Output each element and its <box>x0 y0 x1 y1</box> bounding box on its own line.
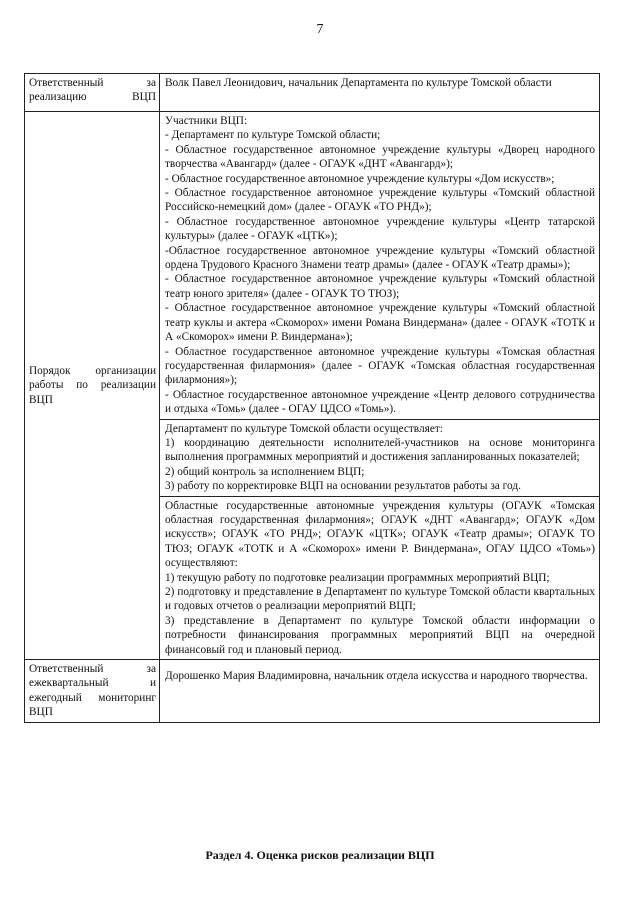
monitoring-value-cell <box>160 660 600 723</box>
department-cell <box>160 419 600 496</box>
program-info-table <box>24 73 600 723</box>
page-number: 7 <box>316 22 324 37</box>
participants-cell <box>160 112 600 420</box>
participant-item: - Областное государственное автономное учреждение культуры «Томская областная государственная филармония» (далее - ОГАУК «Томская областная государственная филармония»); <box>165 345 595 387</box>
participant-item: - Областное государственное автономное учреждение культуры «Дом искусств»; <box>165 172 555 185</box>
participant-item: -Областное государственное автономное учреждение культуры «Томский областной ордена Трудового Красного Знамени театр драмы» (далее - ОГАУК «Театр драмы»); <box>165 244 595 272</box>
responsible-label: Ответственный за реализацию ВЦП <box>29 77 156 104</box>
organization-label: Порядок организации работы по реализации ВЦП <box>29 364 156 406</box>
participant-item: - Областное государственное автономное учреждение культуры «Дворец народного творчества «Авангард» (далее - ОГАУК «ДНТ «Авангард»); <box>165 143 595 171</box>
participant-item: - Областное государственное автономное учреждение культуры «Центр татарской культуры» (далее - ОГАУК «ЦТК»); <box>165 215 595 243</box>
responsible-value: Волк Павел Леонидович, начальник Департамента по культуре Томской области <box>165 77 552 89</box>
department-item: 1) координацию деятельности исполнителей-участников на основе мониторинга выполнения программных мероприятий и достижения запланированных показателей; <box>165 436 595 464</box>
organization-label-cell <box>25 112 160 660</box>
institutions-cell <box>160 496 600 659</box>
institutions-item: 3) представление в Департамент по культуре Томской области информации о потребности финансирования программных мероприятий ВЦП на очередной финансовый год и плановый период. <box>165 614 595 656</box>
department-item: 2) общий контроль за исполнением ВЦП; <box>165 465 365 478</box>
table-row-monitoring <box>25 660 600 723</box>
table-row-responsible <box>25 74 600 112</box>
department-title: Департамент по культуре Томской области осуществляет: <box>165 422 443 435</box>
participant-item: - Областное государственное автономное учреждение культуры «Томский областной театр юного зрителя» (далее - ОГАУК ТО ТЮЗ); <box>165 273 595 300</box>
institutions-item: 1) текущую работу по подготовке реализации программных мероприятий ВЦП; <box>165 571 550 584</box>
participants-title: Участники ВЦП: <box>165 115 248 127</box>
responsible-label-cell <box>25 74 160 112</box>
participant-item: - Областное государственное автономное учреждение «Центр делового сотрудничества и отдыха «Томь» (далее - ОГАУ ЦДСО «Томь»). <box>165 388 595 416</box>
participant-item: - Областное государственное автономное учреждение культуры «Томский областной Российско-немецкий дом» (далее - ОГАУК «ТО РНД»); <box>165 187 595 214</box>
monitoring-value: Дорошенко Мария Владимировна, начальник отдела искусства и народного творчества. <box>165 670 588 683</box>
participant-item: - Областное государственное автономное учреждение культуры «Томский областной театр куклы и актера «Скоморох» имени Романа Виндермана» (далее - ОГАУК «ТОТК и А «Скоморох» имени Р. Виндермана»); <box>165 302 595 344</box>
monitoring-label-cell <box>25 660 160 723</box>
institutions-item: 2) подготовку и представление в Департамент по культуре Томской области квартальных и годовых отчетов о реализации мероприятий ВЦП; <box>165 586 595 613</box>
participant-item: - Департамент по культуре Томской области; <box>165 129 381 142</box>
department-item: 3) работу по корректировке ВЦП на основании результатов работы за год. <box>165 480 521 493</box>
table-row-participants <box>25 112 600 420</box>
section-title: Раздел 4. Оценка рисков реализации ВЦП <box>205 848 435 862</box>
responsible-value-cell <box>160 74 600 112</box>
institutions-intro: Областные государственные автономные учреждения культуры (ОГАУК «Томская областная государственная филармония»; ОГАУК «ДНТ «Авангард»; ОГАУК «Дом искусств»; ОГАУК «ТО РНД»; ОГАУК «ЦТК»; ОГАУК «Театр драмы»; ОГАУК ТО ТЮЗ; ОГАУК «ТОТК и А «Скоморох» имени Р. Виндермана», ОГАУ ЦДСО «Томь») осуществляют: <box>165 499 595 570</box>
monitoring-label: Ответственный за ежеквартальный и ежегодный мониторинг ВЦП <box>29 663 156 719</box>
